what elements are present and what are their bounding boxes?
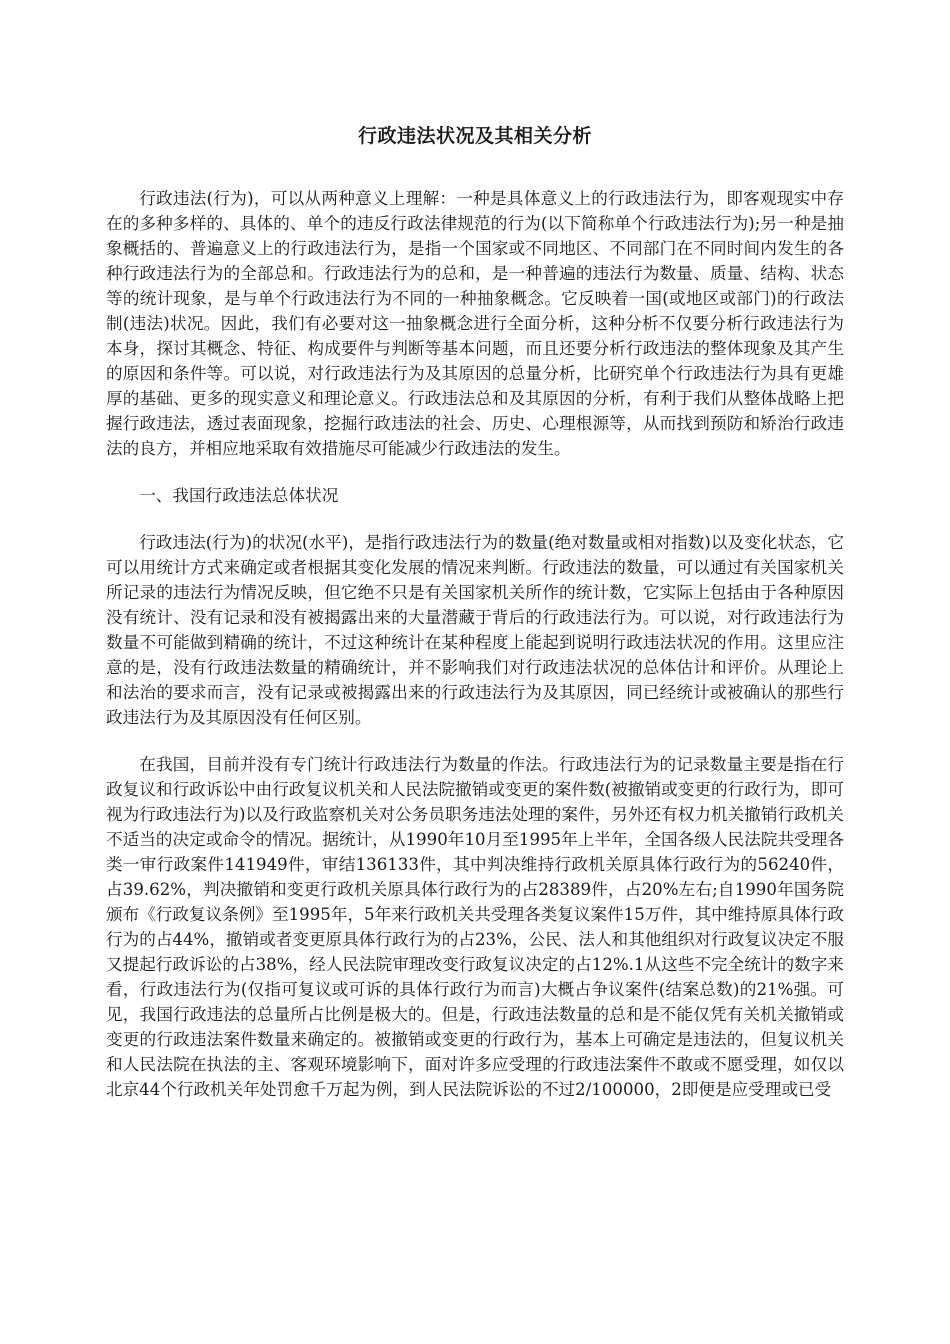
section-heading: 一、我国行政违法总体状况 — [139, 486, 339, 505]
document-title: 行政违法状况及其相关分析 — [357, 125, 592, 147]
document-page — [106, 122, 844, 1124]
paragraph-intro: 行政违法(行为)，可以从两种意义上理解：一种是具体意义上的行政违法行为，即客观现实中存在的多种多样的、具体的、单个的违反行政法律规范的行为(以下简称单个行政违法行为);另一种是抽象概括的、普遍意义上的行政违法行为，是指一个国家或不同地区、不同部门在不同时间内发生的各种行政违法行为的全部总和。行政违法行为的总和，是一种普遍的违法行为数量、质量、结构、状态等的统计现象，是与单个行政违法行为不同的一种抽象概念。它反映着一国(或地区或部门)的行政法制(违法)状况。因此，我们有必要对这一抽象概念进行全面分析，这种分析不仅要分析行政违法行为本身，探讨其概念、特征、构成要件与判断等基本问题，而且还要分析行政违法的整体现象及其产生的原因和条件等。可以说，对行政违法行为及其原因的总量分析，比研究单个行政违法行为具有更雄厚的基础、更多的现实意义和理论意义。行政违法总和及其原因的分析，有利于我们从整体战略上把握行政违法，透过表面现象，挖掘行政违法的社会、历史、心理根源等，从而找到预防和矫治行政违法的良方，并相应地采取有效措施尽可能减少行政违法的发生。 — [106, 189, 844, 458]
paragraph-statistics: 在我国，目前并没有专门统计行政违法行为数量的作法。行政违法行为的记录数量主要是指在行政复议和行政诉讼中由行政复议机关和人民法院撤销或变更的案件数(被撤销或变更的行政行为，即可视为行政违法行为)以及行政监察机关对公务员职务违法处理的案件，另外还有权力机关撤销行政机关不适当的决定或命令的情况。据统计，从1990年10月至1995年上半年，全国各级人民法院共受理各类一审行政案件141949件，审结136133件，其中判决维持行政机关原具体行政行为的56240件，占39.62%，判决撤销和变更行政机关原具体行政行为的占28389件，占20%左右;自1990年国务院颁布《行政复议条例》至1995年，5年来行政机关共受理各类复议案件15万件，其中维持原具体行政行为的占44%，撤销或者变更原具体行政行为的占23%，公民、法人和其他组织对行政复议决定不服又提起行政诉讼的占38%，经人民法院审理改变行政复议决定的占12%.1从这些不完全统计的数字来看，行政违法行为(仅指可复议或可诉的具体行政行为而言)大概占争议案件(结案总数)的21%强。可见，我国行政违法的总量所占比例是极大的。但是，行政违法数量的总和是不能仅凭有关机关撤销或变更的行政违法案件数量来确定的。被撤销或变更的行政行为，基本上可确定是违法的，但复议机关和人民法院在执法的主、客观环境影响下，面对许多应受理的行政违法案件不敢或不愿受理，如仅以北京44个行政机关年处罚愈千万起为例，到人民法院诉讼的不过2/100000，2即便是应受理或已受 — [106, 755, 844, 1099]
paragraph-status: 行政违法(行为)的状况(水平)，是指行政违法行为的数量(绝对数量或相对指数)以及变化状态，它可以用统计方式来确定或者根据其变化发展的情况来判断。行政违法的数量，可以通过有关国家机关所记录的违法行为情况反映，但它绝不只是有关国家机关所作的统计数，它实际上包括由于各种原因没有统计、没有记录和没有被揭露出来的大量潜藏于背后的行政违法行为。可以说，对行政违法行为数量不可能做到精确的统计，不过这种统计在某种程度上能起到说明行政违法状况的作用。这里应注意的是，没有行政违法数量的精确统计，并不影响我们对行政违法状况的总体估计和评价。从理论上和法治的要求而言，没有记录或被揭露出来的行政违法行为及其原因，同已经统计或被确认的那些行政违法行为及其原因没有任何区别。 — [106, 533, 844, 727]
